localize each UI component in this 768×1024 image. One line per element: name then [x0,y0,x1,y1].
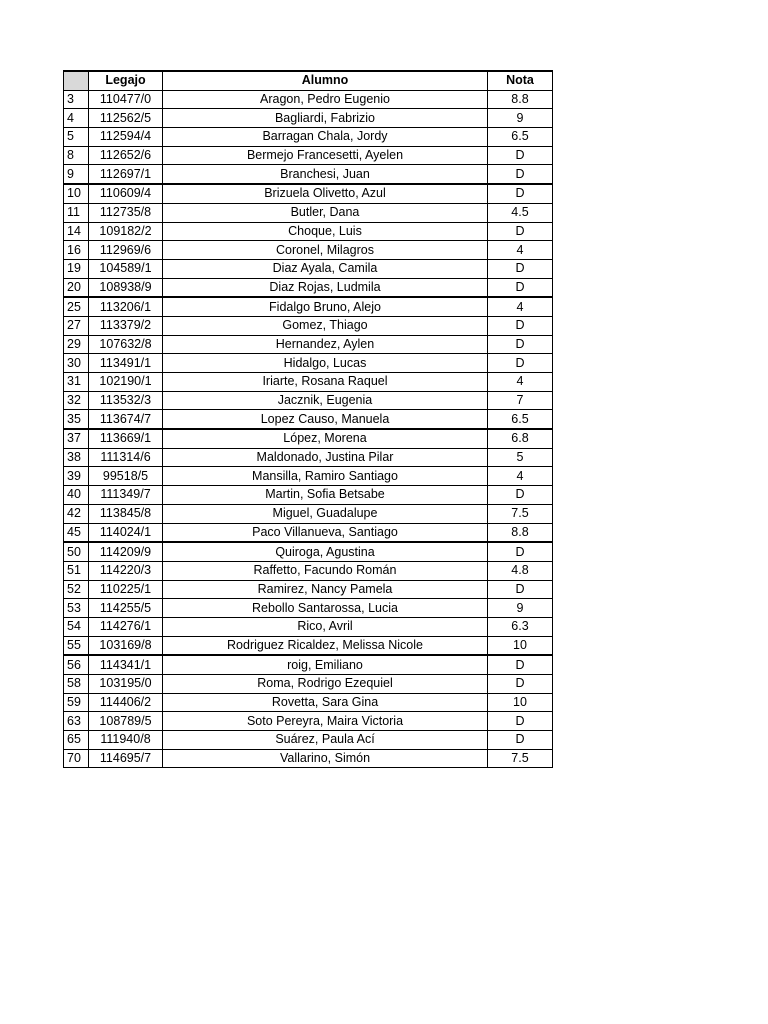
legajo-cell: 113206/1 [89,297,163,316]
table-row [64,580,553,599]
nota-cell: 8.8 [488,523,553,542]
nota-cell: D [488,146,553,165]
alumno-cell: Mansilla, Ramiro Santiago [163,467,488,486]
nota-cell: 9 [488,109,553,128]
alumno-cell: Diaz Rojas, Ludmila [163,278,488,297]
table-row [64,278,553,297]
table-row [64,354,553,373]
nota-cell: 7.5 [488,504,553,523]
legajo-cell: 114209/9 [89,542,163,561]
alumno-cell: López, Morena [163,429,488,448]
row-number: 54 [64,617,89,636]
alumno-cell: Butler, Dana [163,203,488,222]
nota-cell: 4 [488,297,553,316]
row-number: 11 [64,203,89,222]
nota-cell: 6.5 [488,128,553,147]
table-row [64,617,553,636]
legajo-cell: 103195/0 [89,675,163,694]
alumno-cell: Soto Pereyra, Maira Victoria [163,712,488,731]
row-number: 40 [64,486,89,505]
table-row [64,222,553,241]
alumno-cell: Iriarte, Rosana Raquel [163,373,488,392]
row-number: 52 [64,580,89,599]
nota-cell: 9 [488,599,553,618]
legajo-cell: 114341/1 [89,655,163,674]
legajo-cell: 113379/2 [89,316,163,335]
legajo-cell: 99518/5 [89,467,163,486]
row-number: 50 [64,542,89,561]
alumno-cell: Fidalgo Bruno, Alejo [163,297,488,316]
row-number: 9 [64,165,89,184]
row-number: 39 [64,467,89,486]
alumno-cell: Brizuela Olivetto, Azul [163,184,488,203]
row-number: 63 [64,712,89,731]
table-row [64,165,553,184]
legajo-cell: 112594/4 [89,128,163,147]
legajo-cell: 110477/0 [89,90,163,109]
table-row [64,561,553,580]
legajo-cell: 112969/6 [89,241,163,260]
table-row [64,599,553,618]
legajo-cell: 113669/1 [89,429,163,448]
nota-cell: 7.5 [488,749,553,768]
legajo-cell: 112652/6 [89,146,163,165]
nota-cell: 4.8 [488,561,553,580]
legajo-cell: 113845/8 [89,504,163,523]
row-number: 19 [64,259,89,278]
grades-table [63,70,553,768]
legajo-cell: 112562/5 [89,109,163,128]
table-row [64,241,553,260]
nota-cell: D [488,316,553,335]
alumno-cell: Hernandez, Aylen [163,335,488,354]
row-number: 25 [64,297,89,316]
legajo-cell: 114220/3 [89,561,163,580]
nota-cell: 10 [488,693,553,712]
alumno-cell: Rebollo Santarossa, Lucia [163,599,488,618]
alumno-cell: Raffetto, Facundo Román [163,561,488,580]
table-row [64,109,553,128]
table-row [64,486,553,505]
header-number [64,71,89,90]
alumno-cell: Lopez Causo, Manuela [163,410,488,429]
nota-cell: 4 [488,467,553,486]
alumno-cell: Miguel, Guadalupe [163,504,488,523]
nota-cell: D [488,354,553,373]
nota-cell: 6.8 [488,429,553,448]
nota-cell: 10 [488,636,553,655]
alumno-cell: Quiroga, Agustina [163,542,488,561]
legajo-cell: 107632/8 [89,335,163,354]
row-number: 32 [64,391,89,410]
row-number: 3 [64,90,89,109]
legajo-cell: 114406/2 [89,693,163,712]
nota-cell: D [488,335,553,354]
row-number: 8 [64,146,89,165]
table-row [64,316,553,335]
row-number: 70 [64,749,89,768]
table-row [64,335,553,354]
alumno-cell: Barragan Chala, Jordy [163,128,488,147]
row-number: 14 [64,222,89,241]
table-row [64,636,553,655]
table-row [64,391,553,410]
alumno-cell: Paco Villanueva, Santiago [163,523,488,542]
table-row [64,128,553,147]
legajo-cell: 113674/7 [89,410,163,429]
nota-cell: D [488,675,553,694]
row-number: 55 [64,636,89,655]
table-row [64,448,553,467]
row-number: 5 [64,128,89,147]
header-row [64,71,553,90]
row-number: 31 [64,373,89,392]
nota-cell: D [488,712,553,731]
table-row [64,675,553,694]
alumno-cell: Rico, Avril [163,617,488,636]
nota-cell: D [488,165,553,184]
legajo-cell: 111940/8 [89,731,163,750]
nota-cell: 4.5 [488,203,553,222]
row-number: 10 [64,184,89,203]
legajo-cell: 114255/5 [89,599,163,618]
legajo-cell: 112735/8 [89,203,163,222]
row-number: 59 [64,693,89,712]
table-row [64,504,553,523]
row-number: 16 [64,241,89,260]
nota-cell: D [488,655,553,674]
row-number: 56 [64,655,89,674]
nota-cell: D [488,731,553,750]
nota-cell: D [488,486,553,505]
alumno-cell: Branchesi, Juan [163,165,488,184]
table-row [64,184,553,203]
row-number: 38 [64,448,89,467]
row-number: 65 [64,731,89,750]
header-legajo: Legajo [89,71,163,90]
legajo-cell: 110609/4 [89,184,163,203]
nota-cell: D [488,278,553,297]
alumno-cell: Gomez, Thiago [163,316,488,335]
alumno-cell: Maldonado, Justina Pilar [163,448,488,467]
row-number: 37 [64,429,89,448]
legajo-cell: 110225/1 [89,580,163,599]
alumno-cell: Suárez, Paula Ací [163,731,488,750]
nota-cell: D [488,580,553,599]
row-number: 4 [64,109,89,128]
table-row [64,429,553,448]
table-row [64,259,553,278]
alumno-cell: Jacznik, Eugenia [163,391,488,410]
legajo-cell: 113491/1 [89,354,163,373]
table-body [64,90,553,768]
legajo-cell: 114276/1 [89,617,163,636]
table-row [64,467,553,486]
legajo-cell: 103169/8 [89,636,163,655]
nota-cell: 8.8 [488,90,553,109]
alumno-cell: Rovetta, Sara Gina [163,693,488,712]
table-row [64,693,553,712]
nota-cell: 6.5 [488,410,553,429]
table-row [64,655,553,674]
alumno-cell: Choque, Luis [163,222,488,241]
row-number: 45 [64,523,89,542]
alumno-cell: Rodriguez Ricaldez, Melissa Nicole [163,636,488,655]
alumno-cell: Vallarino, Simón [163,749,488,768]
nota-cell: 7 [488,391,553,410]
legajo-cell: 104589/1 [89,259,163,278]
header-alumno: Alumno [163,71,488,90]
table-row [64,297,553,316]
legajo-cell: 108938/9 [89,278,163,297]
alumno-cell: Hidalgo, Lucas [163,354,488,373]
legajo-cell: 114695/7 [89,749,163,768]
table-row [64,523,553,542]
table-row [64,146,553,165]
legajo-cell: 111314/6 [89,448,163,467]
row-number: 30 [64,354,89,373]
alumno-cell: Ramirez, Nancy Pamela [163,580,488,599]
row-number: 42 [64,504,89,523]
alumno-cell: Coronel, Milagros [163,241,488,260]
row-number: 29 [64,335,89,354]
alumno-cell: Bermejo Francesetti, Ayelen [163,146,488,165]
table-row [64,373,553,392]
alumno-cell: Roma, Rodrigo Ezequiel [163,675,488,694]
nota-cell: 5 [488,448,553,467]
table-row [64,712,553,731]
legajo-cell: 109182/2 [89,222,163,241]
nota-cell: 4 [488,373,553,392]
legajo-cell: 114024/1 [89,523,163,542]
alumno-cell: Diaz Ayala, Camila [163,259,488,278]
nota-cell: D [488,542,553,561]
row-number: 35 [64,410,89,429]
legajo-cell: 111349/7 [89,486,163,505]
nota-cell: 6.3 [488,617,553,636]
alumno-cell: Martin, Sofia Betsabe [163,486,488,505]
legajo-cell: 102190/1 [89,373,163,392]
table-row [64,90,553,109]
table-row [64,542,553,561]
nota-cell: D [488,184,553,203]
table-row [64,731,553,750]
row-number: 20 [64,278,89,297]
row-number: 53 [64,599,89,618]
table-row [64,410,553,429]
alumno-cell: roig, Emiliano [163,655,488,674]
nota-cell: D [488,259,553,278]
legajo-cell: 113532/3 [89,391,163,410]
alumno-cell: Bagliardi, Fabrizio [163,109,488,128]
legajo-cell: 112697/1 [89,165,163,184]
nota-cell: 4 [488,241,553,260]
header-nota: Nota [488,71,553,90]
nota-cell: D [488,222,553,241]
row-number: 51 [64,561,89,580]
row-number: 27 [64,316,89,335]
table-row [64,749,553,768]
grades-sheet [63,70,553,768]
row-number: 58 [64,675,89,694]
table-row [64,203,553,222]
legajo-cell: 108789/5 [89,712,163,731]
alumno-cell: Aragon, Pedro Eugenio [163,90,488,109]
